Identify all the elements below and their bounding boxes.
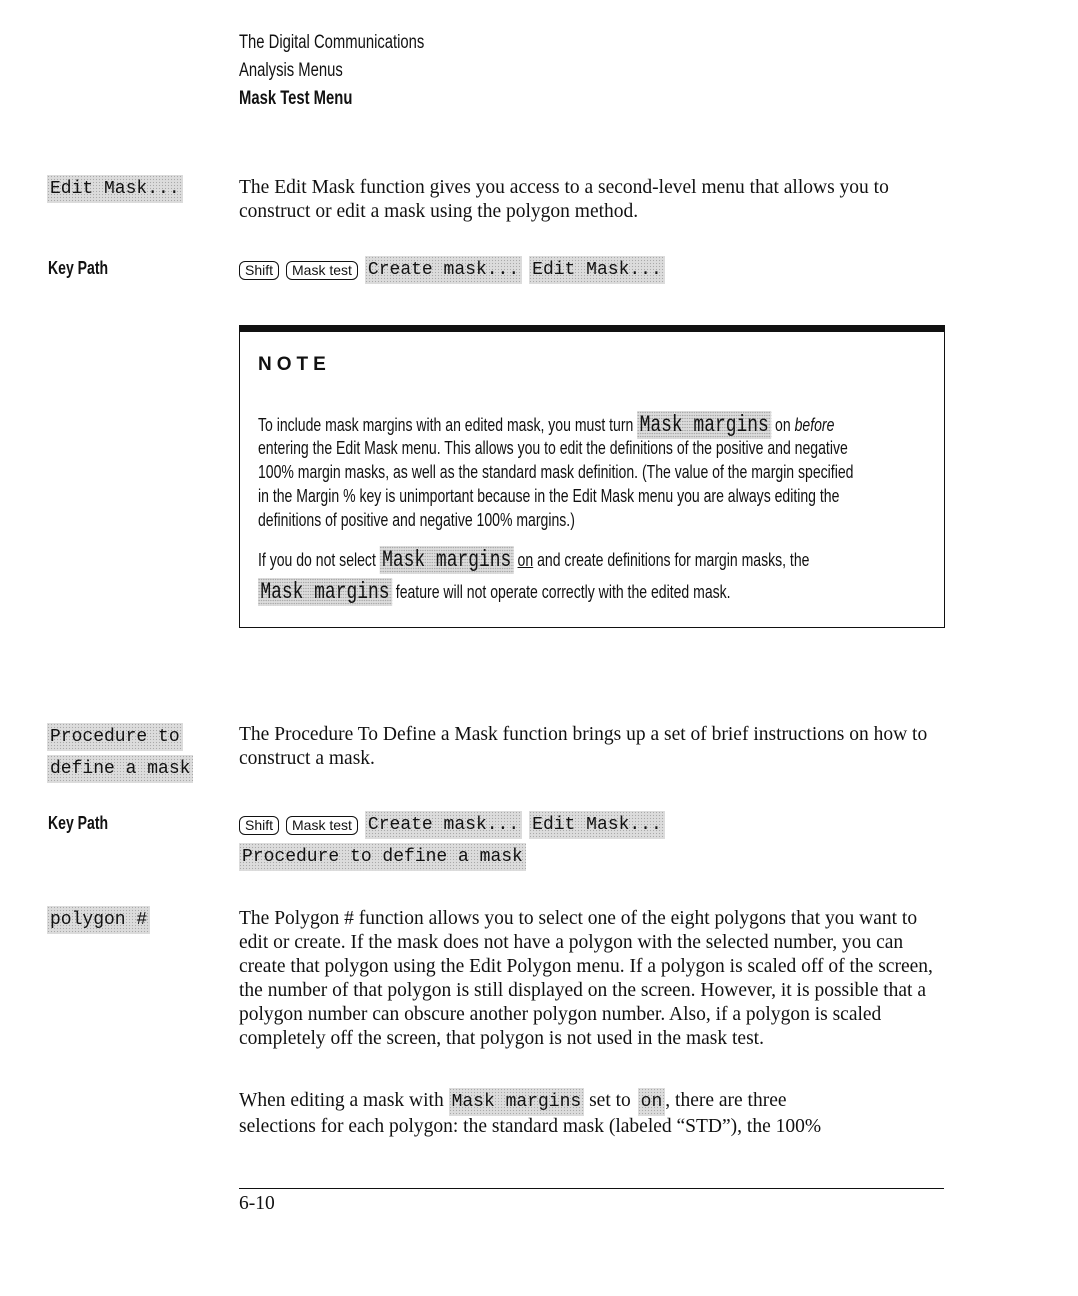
note-p2-text-c: feature will not operate correctly with the edited mask. — [395, 582, 731, 602]
polygon-p2-text-a: When editing a mask with — [239, 1090, 444, 1111]
note-p1-text-a: To include mask margins with an edited mask, you must turn — [258, 415, 634, 435]
procedure-softkey-line-2: define a mask — [47, 755, 193, 783]
polygon-paragraph-2-line-2: selections for each polygon: the standard mask (labeled “STD”), the 100% — [239, 1116, 822, 1137]
shift-key: Shift — [239, 816, 279, 835]
procedure-softkey-line-1: Procedure to — [47, 723, 183, 751]
note-paragraph-1-line-2: entering the Edit Mask menu. This allows you to edit the definitions of the positive and negative — [258, 438, 848, 458]
note-paragraph-1-line-3: 100% margin masks, as well as the standard mask definition. (The value of the margin specified — [258, 462, 854, 482]
note-paragraph-1-line-1 — [258, 411, 834, 439]
on-softkey: on — [638, 1088, 666, 1116]
procedure-path-softkey: Procedure to define a mask — [239, 843, 526, 871]
note-p1-italic: before — [794, 415, 835, 435]
polygon-paragraph-2-line-1 — [239, 1088, 951, 1116]
edit-mask-path-softkey: Edit Mask... — [529, 256, 665, 284]
mask-margins-softkey-4: Mask margins — [449, 1088, 585, 1116]
polygon-p2-text-c: , there are three — [665, 1090, 787, 1111]
note-p2-text-a: If you do not select — [258, 550, 376, 570]
polygon-softkey: polygon # — [47, 906, 150, 934]
header-line-1: The Digital Communications — [239, 32, 425, 53]
mask-margins-softkey-3: Mask margins — [258, 578, 392, 606]
procedure-softkey-label-2 — [47, 755, 193, 783]
create-mask-softkey: Create mask... — [365, 256, 522, 284]
footer-rule — [239, 1188, 944, 1189]
note-box — [239, 325, 945, 628]
page-number: 6-10 — [239, 1193, 275, 1214]
procedure-softkey-label — [47, 723, 183, 751]
note-paragraph-1-line-4: in the Margin % key is unimportant because in the Edit Mask menu you are always editing the — [258, 486, 840, 506]
edit-mask-path-softkey: Edit Mask... — [529, 811, 665, 839]
procedure-description: The Procedure To Define a Mask function brings up a set of brief instructions on how to construct a mask. — [239, 724, 928, 769]
note-p1-text-b: on — [775, 415, 791, 435]
mask-test-key: Mask test — [286, 816, 358, 835]
procedure-key-path — [239, 811, 665, 839]
note-p2-text-b: and create definitions for margin masks, the — [537, 550, 810, 570]
create-mask-softkey: Create mask... — [365, 811, 522, 839]
note-paragraph-2-line-1 — [258, 546, 809, 574]
shift-key: Shift — [239, 261, 279, 280]
procedure-key-path-label: Key Path — [48, 813, 109, 833]
note-paragraph-2-line-2 — [258, 578, 731, 606]
page-title: Mask Test Menu — [239, 88, 353, 109]
polygon-description: The Polygon # function allows you to select one of the eight polygons that you want to edit or create. If the mask does not have a polygon with the selected number, you can create that polygon using the Edit Polygon menu. If a polygon is scaled off of the screen, the number of that polygon is still displayed on the screen. However, it is possible that a polygon number can obscure another polygon number. Also, if a polygon is scaled completely off the screen, that polygon is not used in the mask test. — [239, 908, 933, 1049]
mask-margins-softkey-2: Mask margins — [380, 546, 514, 574]
note-p2-on: on — [517, 550, 534, 570]
edit-mask-key-path-label: Key Path — [48, 258, 109, 278]
edit-mask-key-path — [239, 256, 665, 284]
edit-mask-softkey-label — [47, 175, 183, 203]
mask-test-key: Mask test — [286, 261, 358, 280]
polygon-softkey-label — [47, 906, 150, 934]
header-line-2: Analysis Menus — [239, 60, 343, 81]
edit-mask-description: The Edit Mask function gives you access to a second-level menu that allows you to construct or edit a mask using the polygon method. — [239, 177, 889, 222]
edit-mask-softkey: Edit Mask... — [47, 175, 183, 203]
polygon-p2-text-b: set to — [589, 1090, 631, 1111]
note-title: NOTE — [258, 354, 331, 375]
note-paragraph-1-line-5: definitions of positive and negative 100% margins.) — [258, 510, 575, 530]
mask-margins-softkey-1: Mask margins — [637, 411, 771, 439]
procedure-key-path-line-2 — [239, 843, 526, 871]
